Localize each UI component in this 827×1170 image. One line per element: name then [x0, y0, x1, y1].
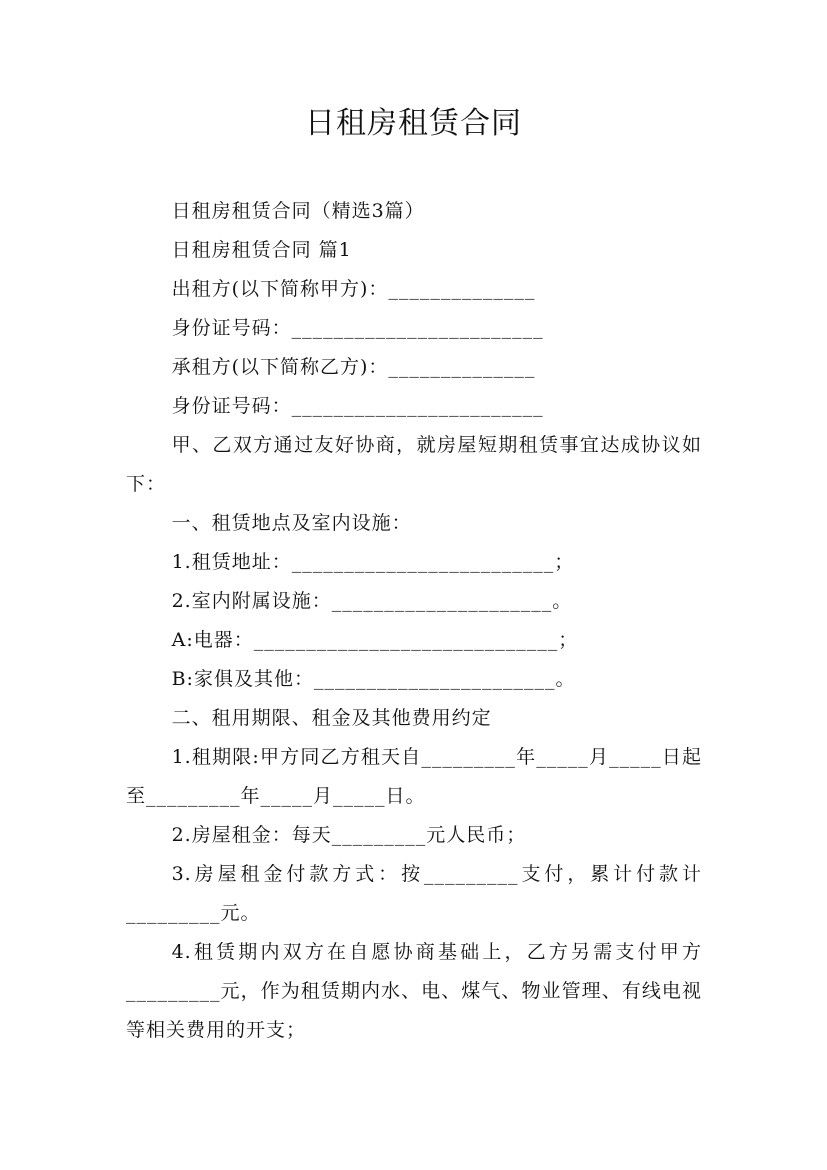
- paragraph-facilities: 2.室内附属设施：_____________________。: [171, 590, 573, 612]
- paragraph-lessee: 承租方(以下简称乙方)：______________: [171, 356, 536, 378]
- paragraph-clause-2-heading: 二、租用期限、租金及其他费用约定: [171, 707, 492, 729]
- paragraph-lease-term: 1.租期限:甲方同乙方租天自_________年_____月_____日起至_________年_____月_____日。: [126, 746, 702, 807]
- paragraph-furniture: B:家俱及其他：_______________________。: [171, 668, 576, 690]
- paragraph-payment-method: 3.房屋租金付款方式：按_________支付，累计付款计_________元。: [126, 863, 702, 924]
- paragraph-section-heading: 日租房租赁合同 篇1: [171, 239, 352, 261]
- paragraph-lessor: 出租方(以下简称甲方)：______________: [171, 278, 536, 300]
- paragraph-lessor-id: 身份证号码：________________________: [171, 317, 544, 339]
- document-body: [126, 192, 702, 1050]
- document-title: 日租房租赁合同: [305, 106, 522, 141]
- paragraph-lessee-id: 身份证号码：________________________: [171, 395, 544, 417]
- paragraph-additional-fees: 4.租赁期内双方在自愿协商基础上，乙方另需支付甲方_________元，作为租赁期内水、电、煤气、物业管理、有线电视等相关费用的开支；: [126, 941, 702, 1041]
- paragraph-clause-1-heading: 一、租赁地点及室内设施：: [171, 512, 412, 534]
- paragraph-subtitle: 日租房租赁合同（精选3篇）: [171, 200, 425, 222]
- paragraph-appliances: A:电器：_____________________________；: [171, 629, 579, 651]
- paragraph-daily-rent: 2.房屋租金：每天_________元人民币；: [171, 824, 527, 846]
- paragraph-rental-address: 1.租赁地址：_________________________；: [171, 551, 575, 573]
- paragraph-agreement-intro: 甲、乙双方通过友好协商，就房屋短期租赁事宜达成协议如下：: [126, 434, 702, 495]
